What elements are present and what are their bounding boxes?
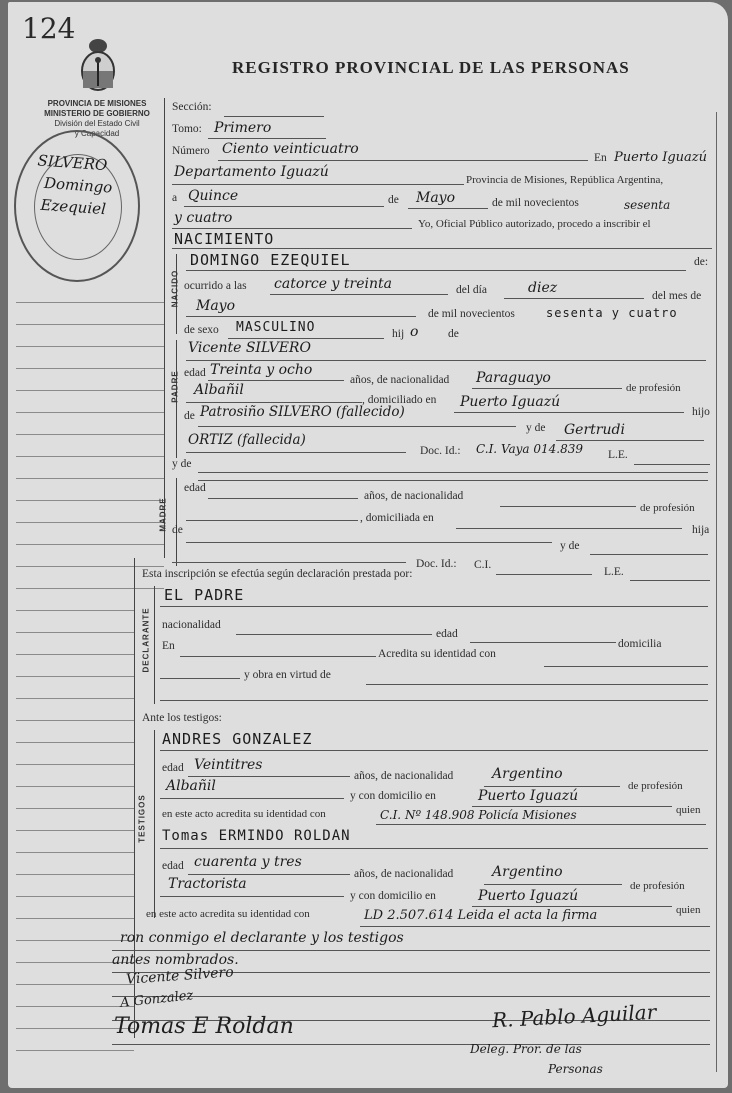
label-de-mil-nov: de mil novecientos	[428, 308, 515, 320]
label-anos-nac-madre: años, de nacionalidad	[364, 490, 464, 502]
value-nombre-nacido: DOMINGO EZEQUIEL	[190, 251, 351, 269]
page-number: 124	[22, 12, 76, 45]
label-de2: de	[448, 328, 459, 340]
section-label-madre: MADRE	[158, 497, 168, 532]
label-domicilia: domicilia	[618, 638, 662, 650]
label-provincia: Provincia de Misiones, República Argentina,	[466, 174, 664, 186]
label-anos-nac-testigo1: años, de nacionalidad	[354, 770, 454, 782]
coat-of-arms-icon	[76, 36, 120, 94]
label-mil-novecientos: de mil novecientos	[492, 197, 579, 209]
value-testigo2-edad: cuarenta y tres	[194, 854, 302, 870]
label-y-de-madre: y de	[172, 458, 192, 470]
value-departamento: Departamento Iguazú	[174, 164, 329, 180]
label-le-padre: L.E.	[608, 449, 628, 461]
value-en: Puerto Iguazú	[614, 150, 708, 165]
value-dia-nac: diez	[528, 280, 558, 296]
label-profesion-madre: de profesión	[640, 502, 695, 514]
label-del-dia: del día	[456, 284, 487, 296]
label-y-de-abuela-m: y de	[560, 540, 580, 552]
signature-officer: R. Pablo Aguilar	[491, 999, 657, 1033]
birth-record-page	[8, 2, 728, 1088]
label-del-mes: del mes de	[652, 290, 702, 302]
value-hora: catorce y treinta	[274, 276, 392, 292]
value-padre-edad: Treinta y ocho	[210, 362, 313, 378]
value-testigo2-nacionalidad: Argentino	[492, 864, 563, 880]
office-line-2: MINISTERIO DE GOBIERNO	[44, 109, 150, 118]
value-padre-profesion: Albañil	[194, 382, 244, 398]
closing-line-2: antes nombrados.	[112, 952, 239, 968]
value-anio2: y cuatro	[174, 210, 233, 226]
value-padre-doc: C.I. Vaya 014.839	[476, 442, 584, 456]
value-testigo1-profesion: Albañil	[166, 778, 216, 794]
label-edad-padre: edad	[184, 367, 206, 379]
office-line-1: PROVINCIA DE MISIONES	[47, 99, 147, 108]
registry-title: REGISTRO PROVINCIAL DE LAS PERSONAS	[232, 58, 630, 77]
label-doc-id-madre: Doc. Id.:	[416, 558, 457, 570]
value-dia: Quince	[188, 188, 239, 204]
value-abuela-nombre: Gertrudi	[564, 422, 625, 438]
label-hija: hija	[692, 524, 710, 536]
margin-note	[34, 149, 115, 220]
label-quien-testigo2: quien	[676, 904, 701, 916]
value-testigo1-edad: Veintitres	[194, 757, 263, 773]
value-testigo2-domicilio: Puerto Iguazú	[478, 888, 579, 904]
label-con-domicilio-testigo1: y con domicilio en	[350, 790, 436, 802]
label-le-madre: L.E.	[604, 566, 624, 578]
value-testigo1-doc: C.I. Nº 148.908 Policía Misiones	[380, 808, 577, 822]
label-hijo: hijo	[692, 406, 710, 418]
value-hij-suffix: o	[410, 324, 419, 340]
value-padre-nacionalidad: Paraguayo	[476, 370, 551, 386]
label-domiciliada-en: , domiciliada en	[360, 512, 434, 524]
label-de-colon: de:	[694, 256, 709, 268]
label-profesion-testigo2: de profesión	[630, 880, 685, 892]
label-edad-testigo1: edad	[162, 762, 184, 774]
label-y-de-abuela: y de	[526, 422, 546, 434]
label-numero: Número	[172, 145, 210, 157]
label-profesion-testigo1: de profesión	[628, 780, 683, 792]
label-ocurrido: ocurrido a las	[184, 280, 247, 292]
office-line-3: División del Estado Civil	[54, 119, 140, 128]
section-label-testigos: TESTIGOS	[137, 794, 147, 843]
label-hij: hij	[392, 328, 405, 340]
label-ci-madre: C.I.	[474, 559, 492, 571]
margin-note-name1: Domingo	[43, 173, 113, 197]
label-edad-declarante: edad	[436, 628, 458, 640]
label-quien-testigo1: quien	[676, 804, 701, 816]
label-acredita-testigo2: en este acto acredita su identidad con	[146, 908, 310, 920]
label-en: En	[594, 152, 607, 164]
value-testigo1-nombre: ANDRES GONZALEZ	[162, 730, 313, 748]
signature-roldan: Tomas E Roldan	[114, 1014, 294, 1039]
value-mes-nac: Mayo	[196, 298, 236, 314]
value-testigo2-profesion: Tractorista	[168, 876, 247, 892]
label-de: de	[388, 194, 399, 206]
label-acredita-testigo1: en este acto acredita su identidad con	[162, 808, 326, 820]
value-mes: Mayo	[416, 190, 456, 206]
closing-line-1: ron conmigo el declarante y los testigos	[120, 930, 404, 946]
label-profesion-padre: de profesión	[626, 382, 681, 394]
value-testigo2-doc: LD 2.507.614 Leida el acta la firma	[364, 908, 598, 923]
signature-father: Vicente Silvero	[125, 964, 235, 988]
label-acredita-identidad: Acredita su identidad con	[378, 648, 496, 660]
label-obra-virtud: y obra en virtud de	[244, 669, 331, 681]
value-padre-nombre: Vicente SILVERO	[188, 340, 311, 356]
value-anio-nac: sesenta y cuatro	[546, 306, 678, 320]
office-line-4: y Capacidad	[74, 129, 120, 138]
margin-note-surname: SILVERO	[36, 151, 108, 175]
label-seccion: Sección:	[172, 101, 212, 113]
label-anos-nac-testigo2: años, de nacionalidad	[354, 868, 454, 880]
officer-title-line-2: Personas	[548, 1062, 603, 1076]
value-declarante: EL PADRE	[164, 586, 245, 604]
value-numero: Ciento veinticuatro	[222, 141, 359, 157]
value-anio: sesenta	[624, 198, 671, 212]
label-edad-testigo2: edad	[162, 860, 184, 872]
label-tomo: Tomo:	[172, 123, 202, 135]
value-testigo1-domicilio: Puerto Iguazú	[478, 788, 579, 804]
value-padre-domicilio: Puerto Iguazú	[460, 394, 561, 410]
signature-gonzalez: A Gonzalez	[119, 988, 194, 1011]
value-abuelo: Patrosiño SILVERO (fallecido)	[200, 404, 405, 420]
section-label-declarante: DECLARANTE	[141, 607, 151, 673]
value-testigo1-nacionalidad: Argentino	[492, 766, 563, 782]
officer-title-line-1: Deleg. Pror. de las	[470, 1042, 582, 1056]
value-tipo-acta: NACIMIENTO	[174, 230, 275, 248]
label-edad-madre: edad	[184, 482, 206, 494]
label-de-abuelo: de	[184, 410, 195, 422]
label-en-declarante: En	[162, 640, 175, 652]
value-abuela-apellido: ORTIZ (fallecida)	[188, 432, 306, 448]
label-nacionalidad-declarante: nacionalidad	[162, 619, 221, 631]
value-tomo: Primero	[214, 120, 272, 136]
label-ante-testigos: Ante los testigos:	[142, 712, 222, 724]
label-sexo: de sexo	[184, 324, 219, 336]
label-domiciliado-en: , domiciliado en	[362, 394, 437, 406]
label-esta-inscripcion: Esta inscripción se efectúa según declaración prestada por:	[142, 568, 413, 580]
value-testigo2-nombre: Tomas ERMINDO ROLDAN	[162, 828, 351, 844]
value-sexo: MASCULINO	[236, 320, 316, 335]
label-con-domicilio-testigo2: y con domicilio en	[350, 890, 436, 902]
label-a: a	[172, 192, 178, 204]
margin-note-name2: Ezequiel	[39, 195, 107, 219]
label-anos-nac-padre: años, de nacionalidad	[350, 374, 450, 386]
label-de-abuelo-m: de	[172, 524, 183, 536]
section-label-nacido: NACIDO	[170, 269, 180, 308]
section-label-padre: PADRE	[170, 370, 180, 403]
label-doc-id-padre: Doc. Id.:	[420, 445, 461, 457]
label-yo-oficial: Yo, Oficial Público autorizado, procedo a inscribir el	[418, 218, 651, 230]
